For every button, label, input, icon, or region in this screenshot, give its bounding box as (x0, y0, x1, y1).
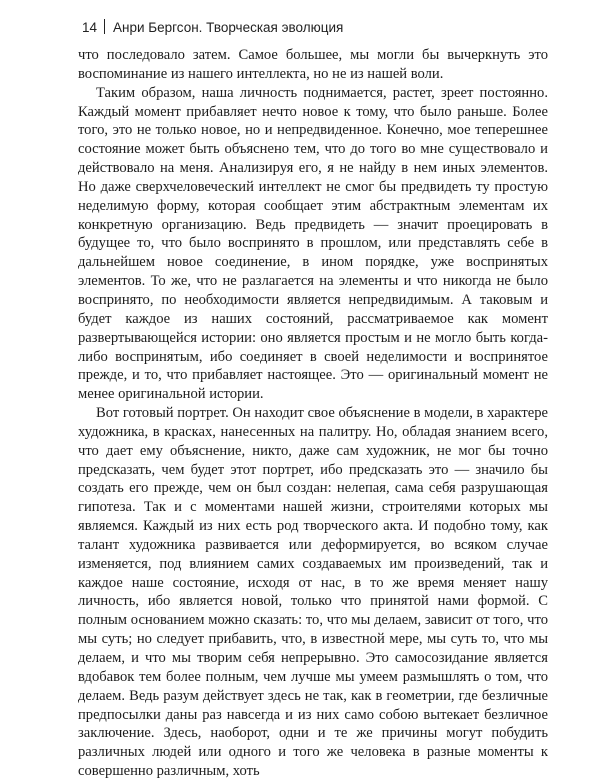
running-header (82, 19, 343, 37)
paragraph-portrait: Вот готовый портрет. Он находит свое объяснение в модели, в характере художника, в красках, нанесенных на палитру. Но, обладая знанием всего, что дает ему объяснение, никто, даже сам художник, не мог бы точно предсказать, чем будет этот портрет, ибо предсказать это — значило бы создать его прежде, чем он был создан: нелепая, сама себя разрушающая гипотеза. Так и с моментами нашей жизни, строителями которых мы являемся. Каждый из них есть род творческого акта. И подобно тому, как талант художника развивается или деформируется, во всяком случае изменяется, под влиянием самих создаваемых им произведений, так и каждое наше состояние, исходя от нас, в то же время меняет нашу личность, ибо является новой, только что принятой нами формой. С полным основанием можно сказать: то, что мы делаем, зависит от того, что мы суть; но следует прибавить, что, в известной мере, мы суть то, что мы делаем, и что мы творим себя непрерывно. Это самосозидание является вдобавок тем более полным, чем лучше мы умеем размышлять о том, что делаем. Ведь разум действует здесь не так, как в геометрии, где безличные предпосылки даны раз навсегда и из них само собою вытекает безличное заключение. Здесь, наоборот, одни и те же причины могут побудить различных людей или одного и того же человека в разные моменты к совершенно различным, хоть (78, 405, 548, 780)
page-number: 14 (82, 20, 98, 35)
paragraph-personality-growth: Таким образом, наша личность поднимается, растет, зреет постоянно. Каждый момент прибавляет нечто новое к тому, что было раньше. Более того, это не только новое, но и непредвиденное. Конечно, мое теперешнее состояние может быть объяснено тем, что до того во мне существовало и действовало на меня. Анализируя его, я не найду в нем иных элементов. Но даже сверхчеловеческий интеллект не смог бы предвидеть ту простую неделимую форму, которая сообщает этим абстрактным элементам их конкретную организацию. Ведь предвидеть — значит проецировать в будущее то, что было воспринято в прошлом, или представлять себе в дальнейшем новое соединение, в ином порядке, уже воспринятых элементов. То же, что не разлагается на элементы и что никогда не было воспринято, по необходимости является непредвидимым. А таковым и будет каждое из наших состояний, рассматриваемое как момент развертывающейся истории: оно является простым и не могло быть когда-либо воспринятым, ибо соединяет в своей неделимости и воспринятое прежде, и то, что прибавляет настоящее. Это — оригинальный момент не менее оригинальной истории. (78, 84, 548, 403)
body-text (78, 46, 548, 781)
running-title: Анри Бергсон. Творческая эволюция (113, 20, 344, 35)
paragraph-continuation: что последовало затем. Самое большее, мы могли бы вычеркнуть это воспоминание из нашего интеллекта, но не из нашей воли. (78, 47, 548, 82)
header-divider (104, 19, 105, 34)
